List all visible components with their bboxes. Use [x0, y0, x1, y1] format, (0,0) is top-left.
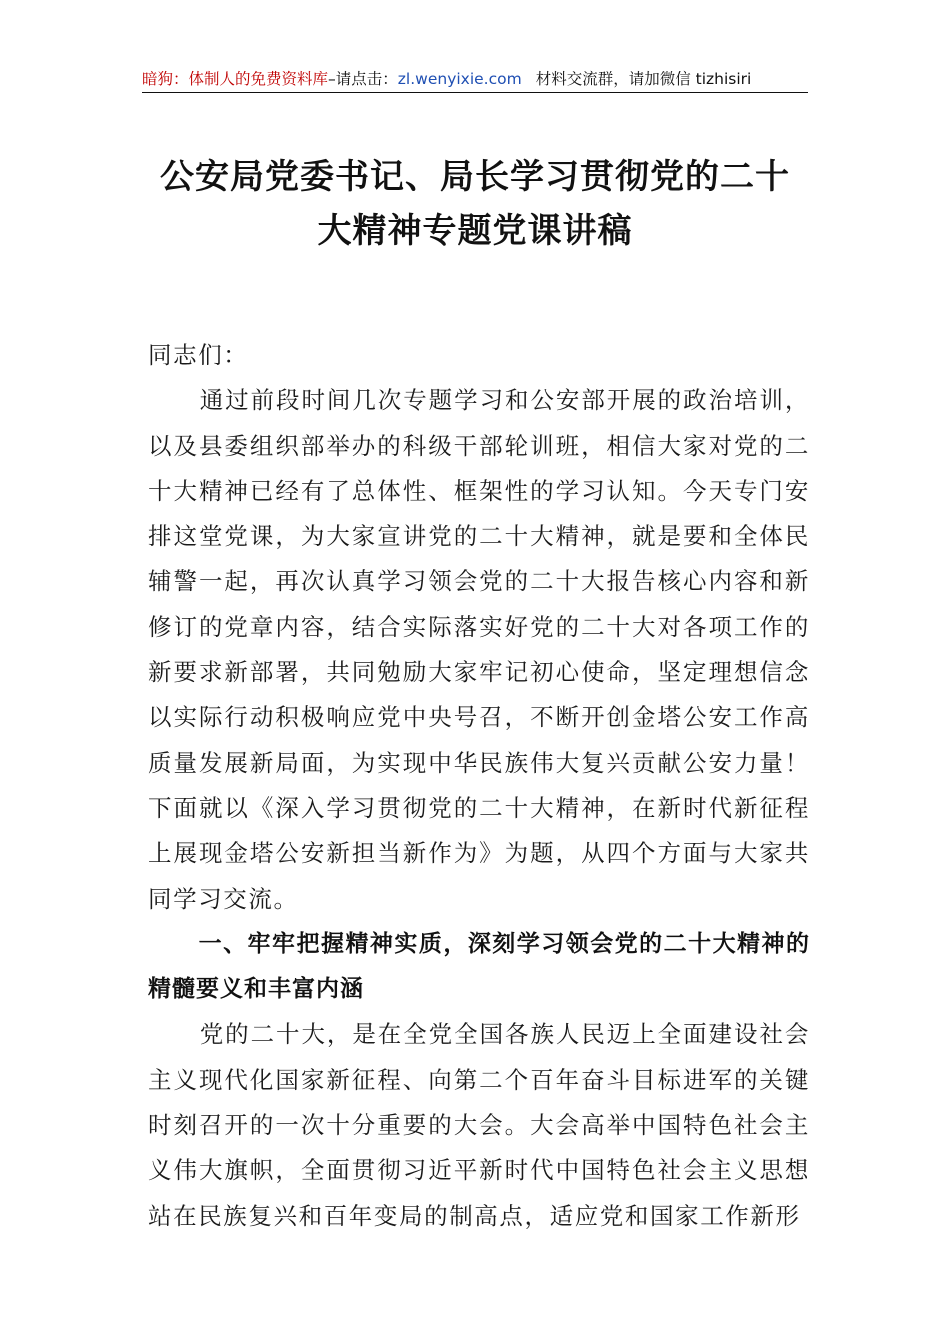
- document-body: [148, 333, 810, 1239]
- page-header: [142, 66, 808, 93]
- header-wechat-note: 材料交流群，请加微信 tizhisiri: [535, 70, 752, 88]
- title-line-1: 公安局党委书记、局长学习贯彻党的二十: [160, 157, 790, 197]
- section-heading-1: 一、牢牢把握精神实质，深刻学习领会党的二十大精神的精髓要义和丰富内涵: [148, 930, 810, 1003]
- header-link[interactable]: zl.wenyixie.com: [397, 70, 522, 88]
- title-line-2: 大精神专题党课讲稿: [317, 211, 633, 251]
- paragraph-section-1: 党的二十大，是在全党全国各族人民迈上全面建设社会主义现代化国家新征程、向第二个百年奋斗目标进军的关键时刻召开的一次十分重要的大会。大会高举中国特色社会主义伟大旗帜，全面贯彻习近平新时代中国特色社会主义思想站在民族复兴和百年变局的制高点，适应党和国家工作新形: [148, 1020, 810, 1230]
- document-title: [140, 150, 810, 258]
- header-site-name: 暗狗：体制人的免费资料库: [142, 70, 329, 88]
- salutation: 同志们：: [148, 341, 249, 369]
- paragraph-intro: 通过前段时间几次专题学习和公安部开展的政治培训，以及县委组织部举办的科级干部轮训班，相信大家对党的二十大精神已经有了总体性、框架性的学习认知。今天专门安排这堂党课，为大家宣讲党的二十大精神，就是要和全体民辅警一起，再次认真学习领会党的二十大报告核心内容和新修订的党章内容，结合实际落实好党的二十大对各项工作的新要求新部署，共同勉励大家牢记初心使命，坚定理想信念以实际行动积极响应党中央号召，不断开创金塔公安工作高质量发展新局面，为实现中华民族伟大复兴贡献公安力量！下面就以《深入学习贯彻党的二十大精神，在新时代新征程上展现金塔公安新担当新作为》为题，从四个方面与大家共同学习交流。: [148, 386, 810, 913]
- header-link-prefix: –请点击：: [328, 70, 398, 88]
